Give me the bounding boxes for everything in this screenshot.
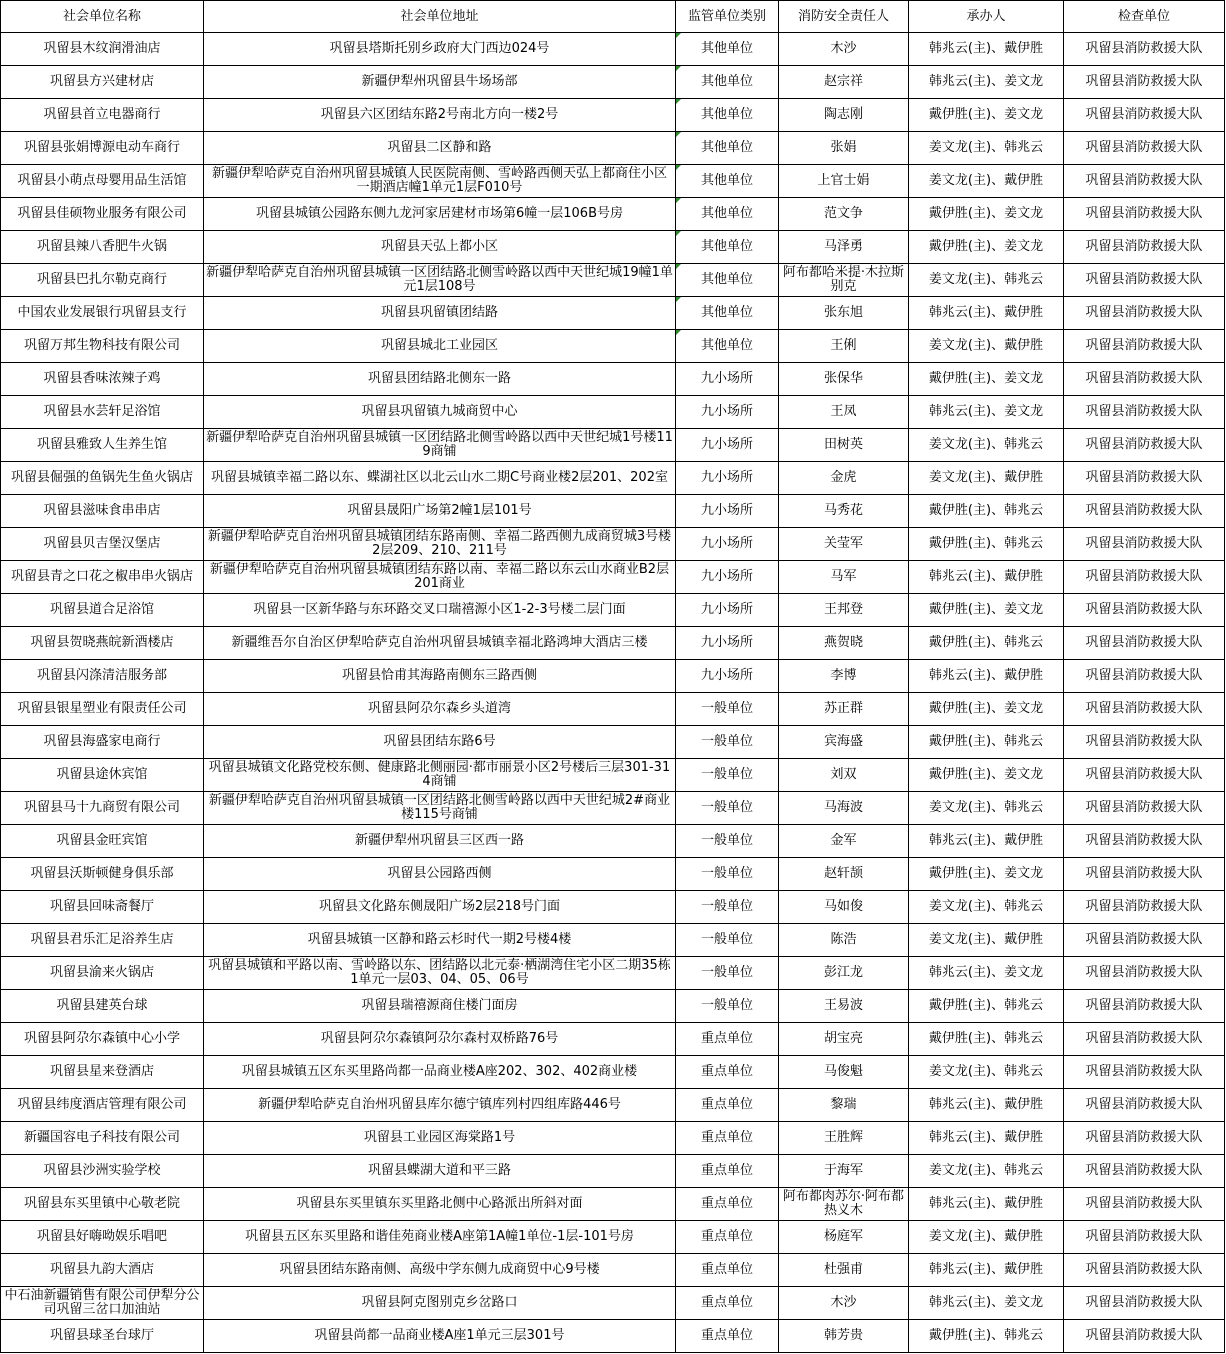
cell-fire-safety-officer: 韩芳贵 [779,1320,909,1353]
cell-handler: 戴伊胜(主)、韩兆云 [909,990,1064,1023]
cell-handler: 戴伊胜(主)、韩兆云 [909,495,1064,528]
cell-unit-address: 巩留县二区静和路 [204,132,676,165]
table-row [1,957,1225,990]
cell-supervision-category: 重点单位 [676,1089,779,1122]
cell-unit-name: 巩留县沃斯顿健身俱乐部 [1,858,204,891]
cell-handler: 戴伊胜(主)、姜文龙 [909,693,1064,726]
header-unit-name: 社会单位名称 [1,1,204,33]
table-row [1,594,1225,627]
cell-unit-name: 巩留县建英台球 [1,990,204,1023]
cell-unit-address: 巩留县塔斯托别乡政府大门西边024号 [204,33,676,66]
cell-inspection-unit: 巩留县消防救援大队 [1064,363,1225,396]
cell-fire-safety-officer: 张保华 [779,363,909,396]
cell-unit-name: 巩留县星来登酒店 [1,1056,204,1089]
cell-inspection-unit: 巩留县消防救援大队 [1064,1089,1225,1122]
cell-unit-address: 巩留县团结东路南侧、高级中学东侧九成商贸中心9号楼 [204,1254,676,1287]
cell-handler: 韩兆云(主)、戴伊胜 [909,1122,1064,1155]
cell-unit-address: 新疆伊犁哈萨克自治州巩留县城镇一区团结路北侧雪岭路以西中天世纪城19幢1单元1层108号 [204,264,676,297]
cell-unit-name: 巩留县阿尕尔森镇中心小学 [1,1023,204,1056]
cell-inspection-unit: 巩留县消防救援大队 [1064,1188,1225,1221]
cell-supervision-category: 重点单位 [676,1122,779,1155]
cell-supervision-category: 九小场所 [676,396,779,429]
cell-unit-address: 新疆伊犁州巩留县牛场场部 [204,66,676,99]
cell-unit-address: 巩留县城镇和平路以南、雪岭路以东、团结路以北元泰·栖湖湾住宅小区二期35栋1单元一层03、04、05、06号 [204,957,676,990]
cell-unit-address: 新疆伊犁哈萨克自治州巩留县城镇一区团结路北侧雪岭路以西中天世纪城2#商业楼115号商铺 [204,792,676,825]
cell-fire-safety-officer: 刘双 [779,759,909,792]
cell-handler: 戴伊胜(主)、姜文龙 [909,858,1064,891]
cell-inspection-unit: 巩留县消防救援大队 [1064,495,1225,528]
cell-supervision-category: 九小场所 [676,660,779,693]
cell-unit-address: 新疆伊犁哈萨克自治州巩留县城镇团结东路以南、幸福二路以东云山水商业B2层201商业 [204,561,676,594]
table-row [1,693,1225,726]
cell-fire-safety-officer: 关莹军 [779,528,909,561]
cell-unit-address: 新疆伊犁哈萨克自治州巩留县城镇团结东路南侧、幸福二路西侧九成商贸城3号楼2层209、210、211号 [204,528,676,561]
cell-supervision-category: 重点单位 [676,1188,779,1221]
table-row [1,891,1225,924]
cell-fire-safety-officer: 金虎 [779,462,909,495]
cell-inspection-unit: 巩留县消防救援大队 [1064,693,1225,726]
cell-unit-address: 巩留县恰甫其海路南侧东三路西侧 [204,660,676,693]
cell-inspection-unit: 巩留县消防救援大队 [1064,1023,1225,1056]
cell-inspection-unit: 巩留县消防救援大队 [1064,264,1225,297]
header-supervision-category: 监管单位类别 [676,1,779,33]
cell-unit-name: 巩留县马十九商贸有限公司 [1,792,204,825]
cell-supervision-category: 其他单位 [676,66,779,99]
cell-inspection-unit: 巩留县消防救援大队 [1064,858,1225,891]
cell-handler: 姜文龙(主)、韩兆云 [909,1056,1064,1089]
cell-unit-name: 巩留县途休宾馆 [1,759,204,792]
cell-fire-safety-officer: 燕贺晓 [779,627,909,660]
cell-handler: 姜文龙(主)、戴伊胜 [909,165,1064,198]
table-row [1,1089,1225,1122]
cell-unit-address: 巩留县巩留镇九城商贸中心 [204,396,676,429]
cell-inspection-unit: 巩留县消防救援大队 [1064,396,1225,429]
table-row [1,726,1225,759]
cell-supervision-category: 九小场所 [676,462,779,495]
cell-fire-safety-officer: 杜强甫 [779,1254,909,1287]
cell-handler: 韩兆云(主)、姜文龙 [909,1287,1064,1320]
cell-unit-address: 巩留县城镇文化路党校东侧、健康路北侧丽园·都市丽景小区2号楼后三层301-314商铺 [204,759,676,792]
cell-fire-safety-officer: 杨庭军 [779,1221,909,1254]
cell-unit-address: 新疆伊犁哈萨克自治州巩留县库尔德宁镇库列村四组库路446号 [204,1089,676,1122]
cell-handler: 韩兆云(主)、姜文龙 [909,396,1064,429]
cell-unit-address: 巩留县六区团结东路2号南北方向一楼2号 [204,99,676,132]
cell-unit-address: 巩留县瑞禧源商住楼门面房 [204,990,676,1023]
table-row [1,429,1225,462]
cell-handler: 戴伊胜(主)、韩兆云 [909,726,1064,759]
table-row [1,627,1225,660]
cell-unit-name: 巩留县金旺宾馆 [1,825,204,858]
cell-fire-safety-officer: 张娟 [779,132,909,165]
table-row [1,792,1225,825]
cell-unit-address: 巩留县阿尕尔森乡头道湾 [204,693,676,726]
cell-fire-safety-officer: 赵宗祥 [779,66,909,99]
cell-inspection-unit: 巩留县消防救援大队 [1064,165,1225,198]
cell-supervision-category: 重点单位 [676,1287,779,1320]
cell-unit-address: 巩留县晟阳广场第2幢1层101号 [204,495,676,528]
cell-inspection-unit: 巩留县消防救援大队 [1064,1254,1225,1287]
cell-unit-name: 巩留县滋味食串串店 [1,495,204,528]
cell-unit-name: 巩留县香味浓辣子鸡 [1,363,204,396]
cell-unit-name: 巩留县好嗨呦娱乐唱吧 [1,1221,204,1254]
cell-unit-name: 巩留县东买里镇中心敬老院 [1,1188,204,1221]
cell-inspection-unit: 巩留县消防救援大队 [1064,594,1225,627]
cell-fire-safety-officer: 陈浩 [779,924,909,957]
cell-unit-name: 巩留县九韵大酒店 [1,1254,204,1287]
table-row [1,330,1225,363]
cell-unit-name: 中国农业发展银行巩留县支行 [1,297,204,330]
table-row [1,33,1225,66]
cell-unit-name: 巩留县贺晓燕皖新酒楼店 [1,627,204,660]
table-row [1,495,1225,528]
table-row [1,990,1225,1023]
cell-unit-address: 巩留县公园路西侧 [204,858,676,891]
cell-fire-safety-officer: 木沙 [779,1287,909,1320]
cell-supervision-category: 一般单位 [676,825,779,858]
cell-handler: 戴伊胜(主)、韩兆云 [909,627,1064,660]
cell-supervision-category: 其他单位 [676,231,779,264]
cell-inspection-unit: 巩留县消防救援大队 [1064,99,1225,132]
table-row [1,825,1225,858]
cell-handler: 韩兆云(主)、戴伊胜 [909,1089,1064,1122]
cell-supervision-category: 一般单位 [676,891,779,924]
cell-handler: 姜文龙(主)、戴伊胜 [909,462,1064,495]
cell-inspection-unit: 巩留县消防救援大队 [1064,792,1225,825]
cell-unit-address: 巩留县五区东买里路和谐佳苑商业楼A座第1A幢1单位-1层-101号房 [204,1221,676,1254]
cell-supervision-category: 一般单位 [676,858,779,891]
cell-fire-safety-officer: 上官士娟 [779,165,909,198]
cell-unit-name: 巩留县倔强的鱼锅先生鱼火锅店 [1,462,204,495]
cell-unit-name: 巩留县球圣台球厅 [1,1320,204,1353]
cell-unit-address: 巩留县一区新华路与东环路交叉口瑞禧源小区1-2-3号楼二层门面 [204,594,676,627]
table-row [1,99,1225,132]
cell-unit-name: 巩留县小萌点母婴用品生活馆 [1,165,204,198]
cell-inspection-unit: 巩留县消防救援大队 [1064,825,1225,858]
cell-fire-safety-officer: 马军 [779,561,909,594]
cell-inspection-unit: 巩留县消防救援大队 [1064,1221,1225,1254]
cell-unit-address: 新疆伊犁哈萨克自治州巩留县城镇人民医院南侧、雪岭路西侧天弘上都商住小区一期酒店幢1单元1层F010号 [204,165,676,198]
cell-handler: 韩兆云(主)、姜文龙 [909,66,1064,99]
cell-supervision-category: 其他单位 [676,132,779,165]
cell-unit-name: 巩留县张娟博源电动车商行 [1,132,204,165]
cell-unit-name: 巩留县木纹润滑油店 [1,33,204,66]
cell-unit-address: 巩留县团结东路6号 [204,726,676,759]
cell-inspection-unit: 巩留县消防救援大队 [1064,891,1225,924]
cell-inspection-unit: 巩留县消防救援大队 [1064,429,1225,462]
cell-unit-name: 巩留县水芸轩足浴馆 [1,396,204,429]
table-row [1,66,1225,99]
cell-unit-name: 巩留万邦生物科技有限公司 [1,330,204,363]
cell-unit-name: 巩留县青之口花之椒串串火锅店 [1,561,204,594]
table-row [1,363,1225,396]
cell-supervision-category: 一般单位 [676,924,779,957]
cell-fire-safety-officer: 王俐 [779,330,909,363]
cell-unit-name: 巩留县君乐汇足浴养生店 [1,924,204,957]
cell-unit-name: 新疆国容电子科技有限公司 [1,1122,204,1155]
cell-unit-name: 巩留县纬度酒店管理有限公司 [1,1089,204,1122]
cell-fire-safety-officer: 王凤 [779,396,909,429]
cell-fire-safety-officer: 马秀花 [779,495,909,528]
cell-handler: 戴伊胜(主)、韩兆云 [909,528,1064,561]
cell-unit-address: 巩留县尚都一品商业楼A座1单元三层301号 [204,1320,676,1353]
cell-supervision-category: 其他单位 [676,165,779,198]
cell-fire-safety-officer: 胡宝亮 [779,1023,909,1056]
cell-fire-safety-officer: 马如俊 [779,891,909,924]
cell-fire-safety-officer: 陶志刚 [779,99,909,132]
cell-fire-safety-officer: 木沙 [779,33,909,66]
cell-inspection-unit: 巩留县消防救援大队 [1064,1155,1225,1188]
cell-supervision-category: 其他单位 [676,264,779,297]
table-row [1,462,1225,495]
cell-supervision-category: 其他单位 [676,33,779,66]
header-unit-address: 社会单位地址 [204,1,676,33]
cell-unit-address: 巩留县城镇幸福二路以东、蝶湖社区以北云山水二期C号商业楼2层201、202室 [204,462,676,495]
cell-supervision-category: 一般单位 [676,792,779,825]
cell-handler: 戴伊胜(主)、韩兆云 [909,1023,1064,1056]
cell-inspection-unit: 巩留县消防救援大队 [1064,726,1225,759]
table-row [1,1056,1225,1089]
cell-unit-address: 巩留县城北工业园区 [204,330,676,363]
cell-inspection-unit: 巩留县消防救援大队 [1064,990,1225,1023]
cell-unit-address: 巩留县团结路北侧东一路 [204,363,676,396]
table-body [1,33,1225,1353]
cell-unit-address: 巩留县阿克图别克乡岔路口 [204,1287,676,1320]
cell-inspection-unit: 巩留县消防救援大队 [1064,297,1225,330]
cell-supervision-category: 重点单位 [676,1254,779,1287]
cell-supervision-category: 一般单位 [676,759,779,792]
table-row [1,198,1225,231]
cell-fire-safety-officer: 王邦登 [779,594,909,627]
cell-unit-name: 巩留县贝吉堡汉堡店 [1,528,204,561]
cell-fire-safety-officer: 田树英 [779,429,909,462]
cell-handler: 韩兆云(主)、戴伊胜 [909,660,1064,693]
cell-fire-safety-officer: 于海军 [779,1155,909,1188]
table-header-row [1,1,1225,33]
cell-fire-safety-officer: 王易波 [779,990,909,1023]
cell-handler: 戴伊胜(主)、姜文龙 [909,198,1064,231]
cell-inspection-unit: 巩留县消防救援大队 [1064,462,1225,495]
cell-inspection-unit: 巩留县消防救援大队 [1064,198,1225,231]
cell-inspection-unit: 巩留县消防救援大队 [1064,1320,1225,1353]
cell-supervision-category: 九小场所 [676,561,779,594]
cell-unit-name: 巩留县沙洲实验学校 [1,1155,204,1188]
cell-unit-address: 巩留县天弘上都小区 [204,231,676,264]
cell-supervision-category: 重点单位 [676,1320,779,1353]
cell-inspection-unit: 巩留县消防救援大队 [1064,33,1225,66]
table-row [1,858,1225,891]
cell-supervision-category: 重点单位 [676,1023,779,1056]
cell-supervision-category: 九小场所 [676,594,779,627]
cell-supervision-category: 九小场所 [676,495,779,528]
cell-unit-address: 巩留县巩留镇团结路 [204,297,676,330]
cell-unit-name: 巩留县方兴建材店 [1,66,204,99]
table-row [1,1320,1225,1353]
cell-handler: 戴伊胜(主)、姜文龙 [909,231,1064,264]
cell-handler: 戴伊胜(主)、姜文龙 [909,99,1064,132]
table-row [1,297,1225,330]
cell-handler: 韩兆云(主)、戴伊胜 [909,1188,1064,1221]
table-row [1,396,1225,429]
cell-unit-name: 巩留县闪涤清洁服务部 [1,660,204,693]
cell-handler: 戴伊胜(主)、韩兆云 [909,1320,1064,1353]
cell-fire-safety-officer: 赵轩颉 [779,858,909,891]
cell-handler: 姜文龙(主)、戴伊胜 [909,924,1064,957]
table-row [1,924,1225,957]
cell-unit-name: 巩留县辣八香肥牛火锅 [1,231,204,264]
table-row [1,1023,1225,1056]
cell-handler: 姜文龙(主)、韩兆云 [909,792,1064,825]
cell-inspection-unit: 巩留县消防救援大队 [1064,924,1225,957]
cell-handler: 韩兆云(主)、戴伊胜 [909,825,1064,858]
cell-handler: 韩兆云(主)、戴伊胜 [909,561,1064,594]
cell-inspection-unit: 巩留县消防救援大队 [1064,759,1225,792]
table-row [1,165,1225,198]
cell-handler: 姜文龙(主)、韩兆云 [909,264,1064,297]
cell-supervision-category: 其他单位 [676,330,779,363]
cell-fire-safety-officer: 彭江龙 [779,957,909,990]
table-row [1,1254,1225,1287]
cell-unit-address: 新疆维吾尔自治区伊犁哈萨克自治州巩留县城镇幸福北路鸿坤大酒店三楼 [204,627,676,660]
cell-unit-address: 巩留县东买里镇东买里路北侧中心路派出所斜对面 [204,1188,676,1221]
cell-handler: 韩兆云(主)、姜文龙 [909,957,1064,990]
cell-fire-safety-officer: 阿布都哈米提·木拉斯别克 [779,264,909,297]
cell-supervision-category: 重点单位 [676,1155,779,1188]
cell-handler: 韩兆云(主)、戴伊胜 [909,297,1064,330]
cell-unit-address: 巩留县城镇公园路东侧九龙河家居建材市场第6幢一层106B号房 [204,198,676,231]
header-handler: 承办人 [909,1,1064,33]
cell-unit-name: 巩留县佳硕物业服务有限公司 [1,198,204,231]
table-row [1,1155,1225,1188]
cell-fire-safety-officer: 阿布都肉苏尔·阿布都热义木 [779,1188,909,1221]
cell-inspection-unit: 巩留县消防救援大队 [1064,66,1225,99]
cell-unit-name: 巩留县巴扎尔勒克商行 [1,264,204,297]
cell-supervision-category: 其他单位 [676,198,779,231]
table-row [1,759,1225,792]
cell-fire-safety-officer: 马海波 [779,792,909,825]
cell-supervision-category: 一般单位 [676,990,779,1023]
cell-fire-safety-officer: 苏正群 [779,693,909,726]
cell-inspection-unit: 巩留县消防救援大队 [1064,660,1225,693]
cell-handler: 戴伊胜(主)、姜文龙 [909,594,1064,627]
cell-unit-name: 巩留县道合足浴馆 [1,594,204,627]
cell-unit-name: 巩留县银星塑业有限责任公司 [1,693,204,726]
cell-handler: 韩兆云(主)、戴伊胜 [909,1254,1064,1287]
cell-supervision-category: 九小场所 [676,363,779,396]
cell-inspection-unit: 巩留县消防救援大队 [1064,528,1225,561]
header-fire-safety-officer: 消防安全责任人 [779,1,909,33]
cell-unit-name: 巩留县海盛家电商行 [1,726,204,759]
cell-supervision-category: 一般单位 [676,957,779,990]
cell-supervision-category: 重点单位 [676,1221,779,1254]
cell-inspection-unit: 巩留县消防救援大队 [1064,231,1225,264]
cell-handler: 姜文龙(主)、戴伊胜 [909,1221,1064,1254]
cell-unit-address: 巩留县城镇一区静和路云杉时代一期2号楼4楼 [204,924,676,957]
cell-handler: 戴伊胜(主)、姜文龙 [909,363,1064,396]
cell-handler: 姜文龙(主)、韩兆云 [909,132,1064,165]
cell-unit-address: 巩留县蝶湖大道和平三路 [204,1155,676,1188]
cell-unit-name: 巩留县首立电器商行 [1,99,204,132]
cell-unit-address: 巩留县工业园区海棠路1号 [204,1122,676,1155]
table-row [1,528,1225,561]
cell-handler: 戴伊胜(主)、姜文龙 [909,759,1064,792]
table-row [1,660,1225,693]
cell-inspection-unit: 巩留县消防救援大队 [1064,561,1225,594]
cell-inspection-unit: 巩留县消防救援大队 [1064,330,1225,363]
header-inspection-unit: 检查单位 [1064,1,1225,33]
cell-unit-address: 巩留县城镇五区东买里路尚都一品商业楼A座202、302、402商业楼 [204,1056,676,1089]
cell-fire-safety-officer: 张东旭 [779,297,909,330]
cell-supervision-category: 九小场所 [676,528,779,561]
cell-fire-safety-officer: 马泽勇 [779,231,909,264]
cell-supervision-category: 其他单位 [676,99,779,132]
cell-inspection-unit: 巩留县消防救援大队 [1064,957,1225,990]
cell-supervision-category: 九小场所 [676,429,779,462]
cell-fire-safety-officer: 范文争 [779,198,909,231]
cell-handler: 姜文龙(主)、韩兆云 [909,429,1064,462]
cell-fire-safety-officer: 李博 [779,660,909,693]
cell-supervision-category: 一般单位 [676,726,779,759]
cell-handler: 姜文龙(主)、韩兆云 [909,1155,1064,1188]
cell-unit-address: 巩留县文化路东侧晟阳广场2层218号门面 [204,891,676,924]
cell-fire-safety-officer: 金军 [779,825,909,858]
cell-unit-address: 巩留县阿尕尔森镇阿尕尔森村双桥路76号 [204,1023,676,1056]
cell-fire-safety-officer: 王胜辉 [779,1122,909,1155]
cell-unit-name: 巩留县回味斋餐厅 [1,891,204,924]
cell-unit-name: 中石油新疆销售有限公司伊犁分公司巩留三岔口加油站 [1,1287,204,1320]
table-row [1,1122,1225,1155]
cell-handler: 姜文龙(主)、韩兆云 [909,891,1064,924]
cell-supervision-category: 九小场所 [676,627,779,660]
cell-fire-safety-officer: 马俊魁 [779,1056,909,1089]
cell-inspection-unit: 巩留县消防救援大队 [1064,132,1225,165]
cell-handler: 姜文龙(主)、戴伊胜 [909,330,1064,363]
cell-supervision-category: 一般单位 [676,693,779,726]
cell-inspection-unit: 巩留县消防救援大队 [1064,1287,1225,1320]
cell-inspection-unit: 巩留县消防救援大队 [1064,1122,1225,1155]
cell-supervision-category: 重点单位 [676,1056,779,1089]
table-row [1,1287,1225,1320]
table-row [1,264,1225,297]
cell-inspection-unit: 巩留县消防救援大队 [1064,627,1225,660]
cell-unit-address: 新疆伊犁州巩留县三区西一路 [204,825,676,858]
table-row [1,1221,1225,1254]
cell-supervision-category: 其他单位 [676,297,779,330]
cell-inspection-unit: 巩留县消防救援大队 [1064,1056,1225,1089]
cell-fire-safety-officer: 黎瑞 [779,1089,909,1122]
table-row [1,561,1225,594]
table-row [1,231,1225,264]
table-row [1,132,1225,165]
cell-unit-name: 巩留县渝来火锅店 [1,957,204,990]
cell-handler: 韩兆云(主)、戴伊胜 [909,33,1064,66]
table-row [1,1188,1225,1221]
cell-unit-address: 新疆伊犁哈萨克自治州巩留县城镇一区团结路北侧雪岭路以西中天世纪城1号楼119商铺 [204,429,676,462]
cell-fire-safety-officer: 宾海盛 [779,726,909,759]
cell-unit-name: 巩留县雅致人生养生馆 [1,429,204,462]
